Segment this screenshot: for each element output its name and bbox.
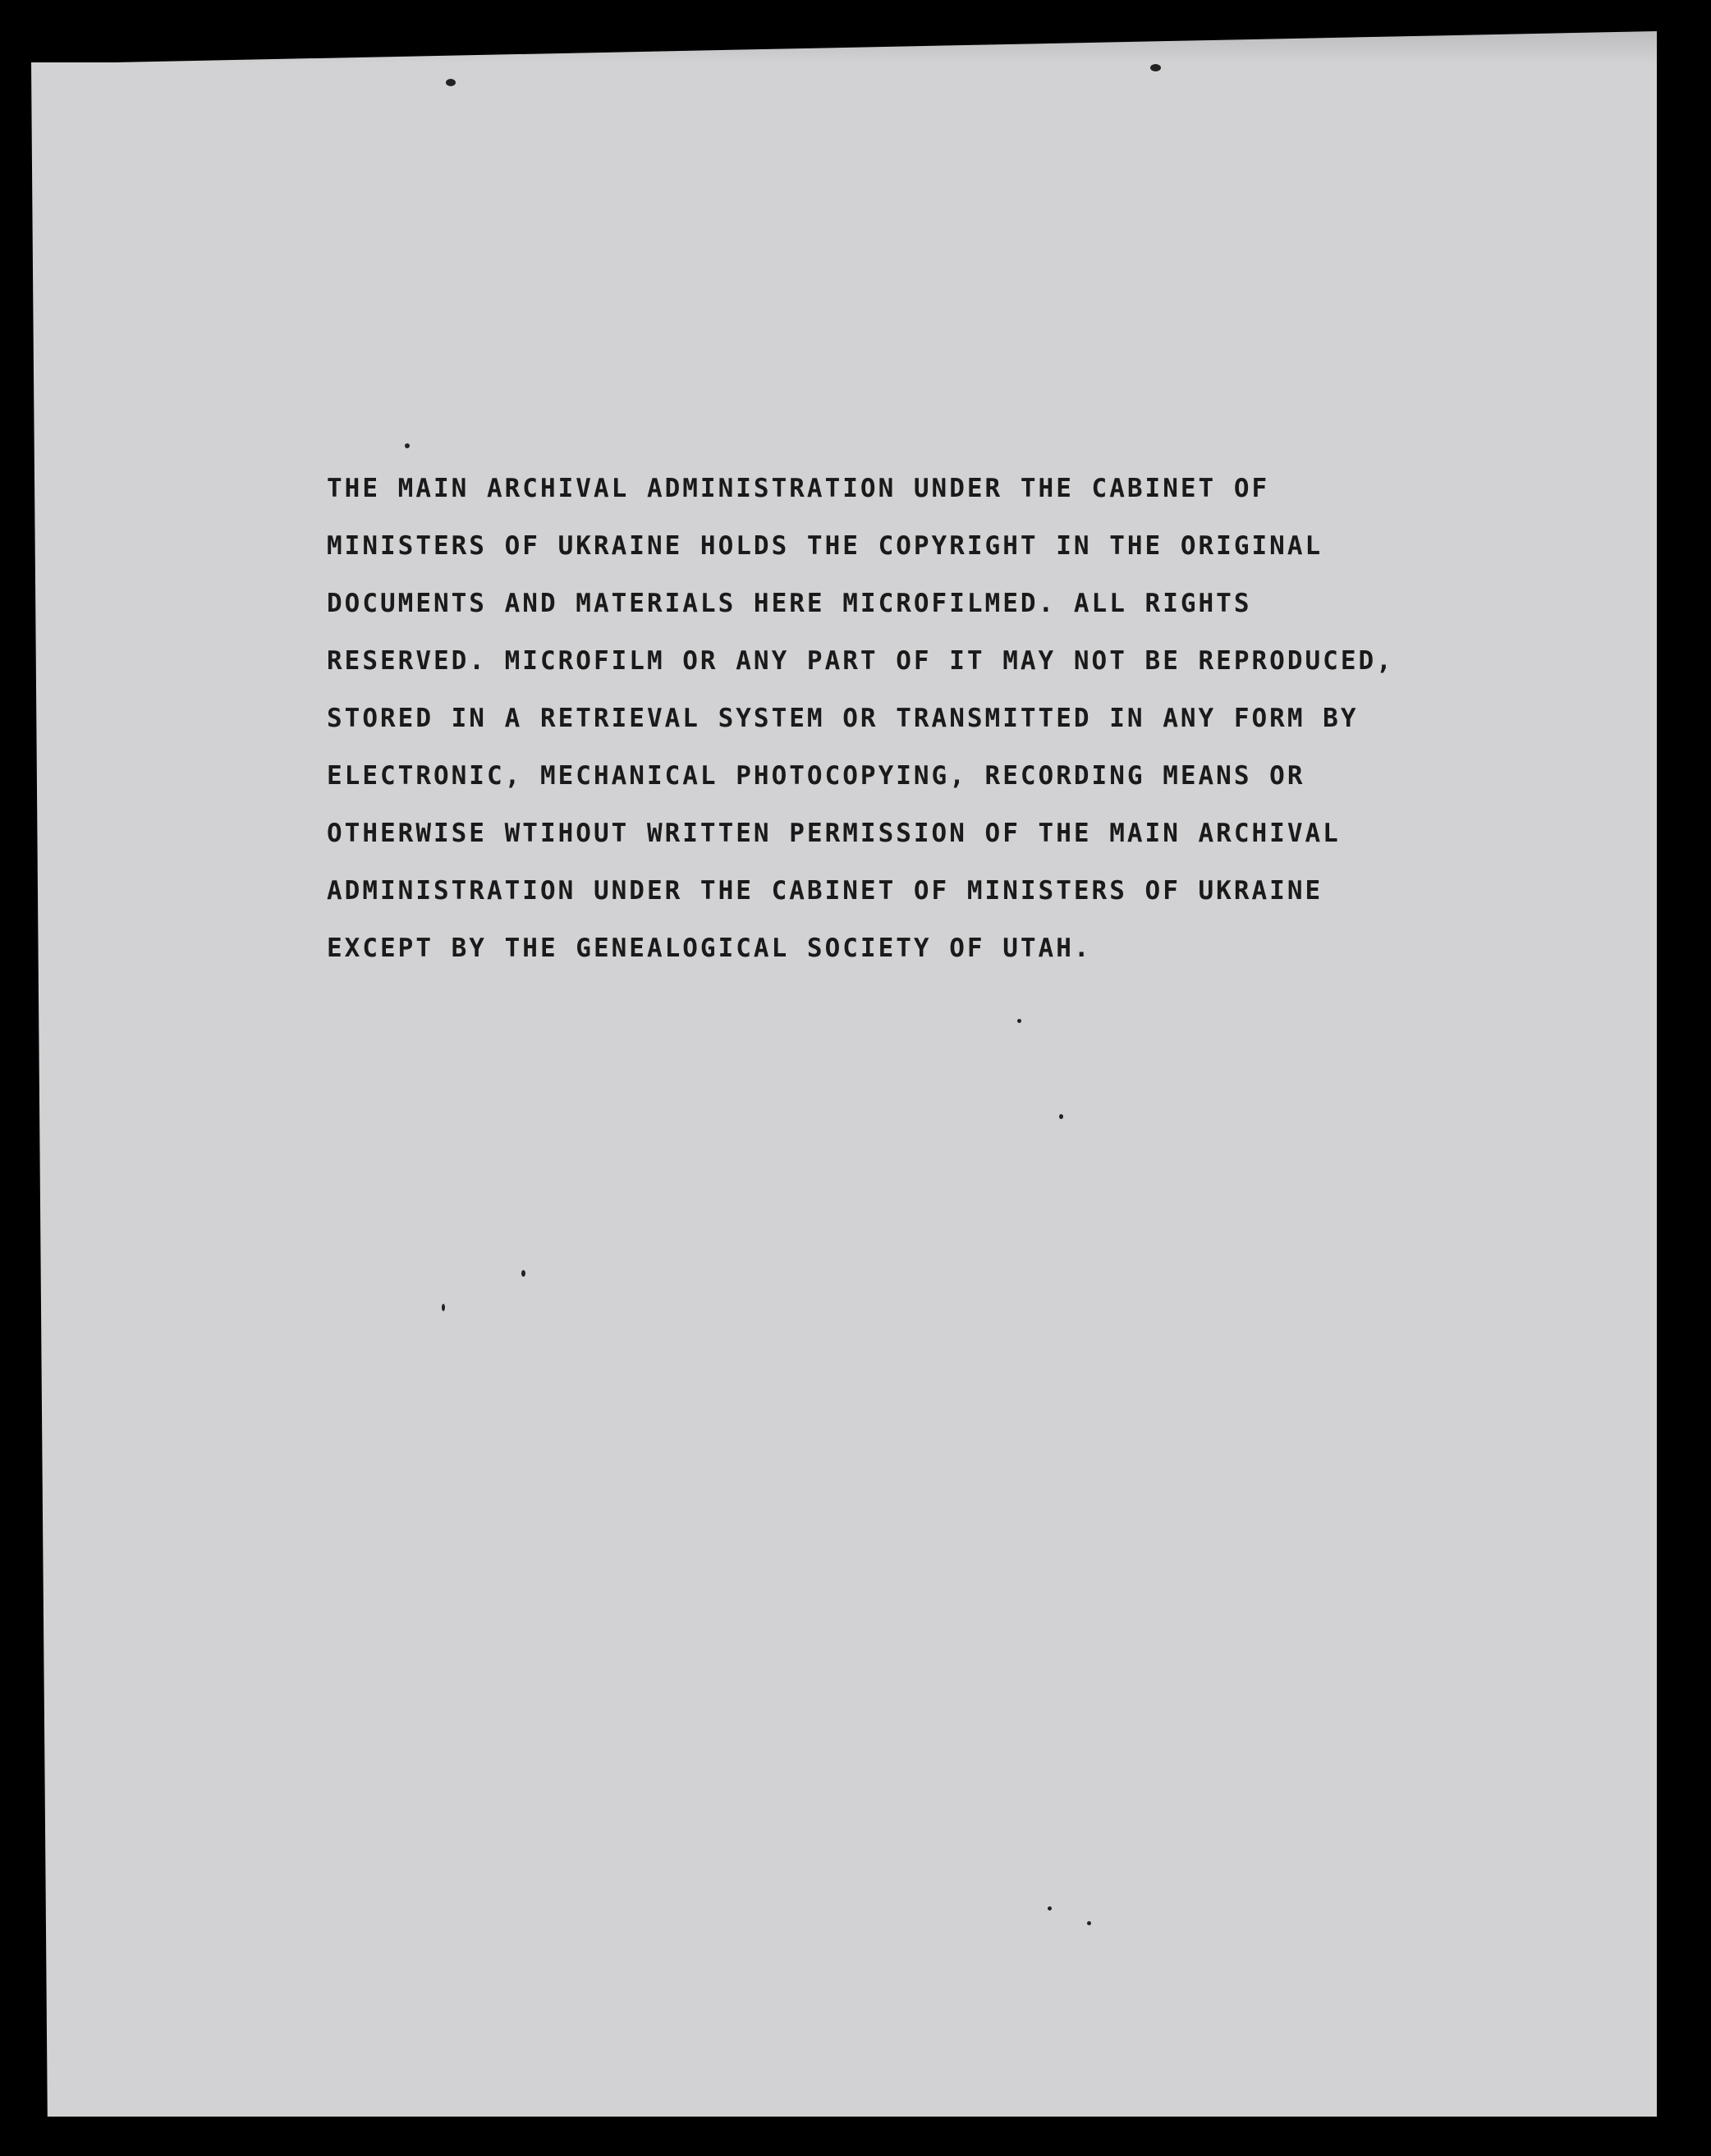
notice-line: EXCEPT BY THE GENEALOGICAL SOCIETY OF UTAH. bbox=[327, 934, 1092, 963]
dust-speck bbox=[446, 79, 456, 86]
dust-speck bbox=[1150, 64, 1161, 71]
notice-line: OTHERWISE WTIHOUT WRITTEN PERMISSION OF THE MAIN ARCHIVAL bbox=[327, 819, 1341, 848]
notice-line: RESERVED. MICROFILM OR ANY PART OF IT MAY NOT BE REPRODUCED, bbox=[327, 646, 1394, 676]
notice-line: ADMINISTRATION UNDER THE CABINET OF MINISTERS OF UKRAINE bbox=[327, 876, 1323, 906]
notice-line: STORED IN A RETRIEVAL SYSTEM OR TRANSMITTED IN ANY FORM BY bbox=[327, 704, 1359, 733]
dust-speck bbox=[405, 443, 410, 448]
paper-top-edge bbox=[31, 31, 1657, 64]
notice-line: ELECTRONIC, MECHANICAL PHOTOCOPYING, RECORDING MEANS OR bbox=[327, 761, 1305, 791]
dust-speck bbox=[1059, 1114, 1063, 1119]
dust-speck bbox=[1017, 1019, 1021, 1023]
paper-sheet bbox=[31, 62, 1657, 2117]
notice-line: THE MAIN ARCHIVAL ADMINISTRATION UNDER THE CABINET OF bbox=[327, 474, 1270, 503]
dust-speck bbox=[442, 1304, 445, 1311]
dust-speck bbox=[1087, 1921, 1091, 1925]
notice-line: DOCUMENTS AND MATERIALS HERE MICROFILMED. ALL RIGHTS bbox=[327, 589, 1252, 618]
notice-line: MINISTERS OF UKRAINE HOLDS THE COPYRIGHT IN THE ORIGINAL bbox=[327, 531, 1323, 561]
copyright-notice bbox=[327, 460, 1476, 977]
dust-speck bbox=[1048, 1906, 1052, 1911]
dust-speck bbox=[521, 1270, 525, 1277]
